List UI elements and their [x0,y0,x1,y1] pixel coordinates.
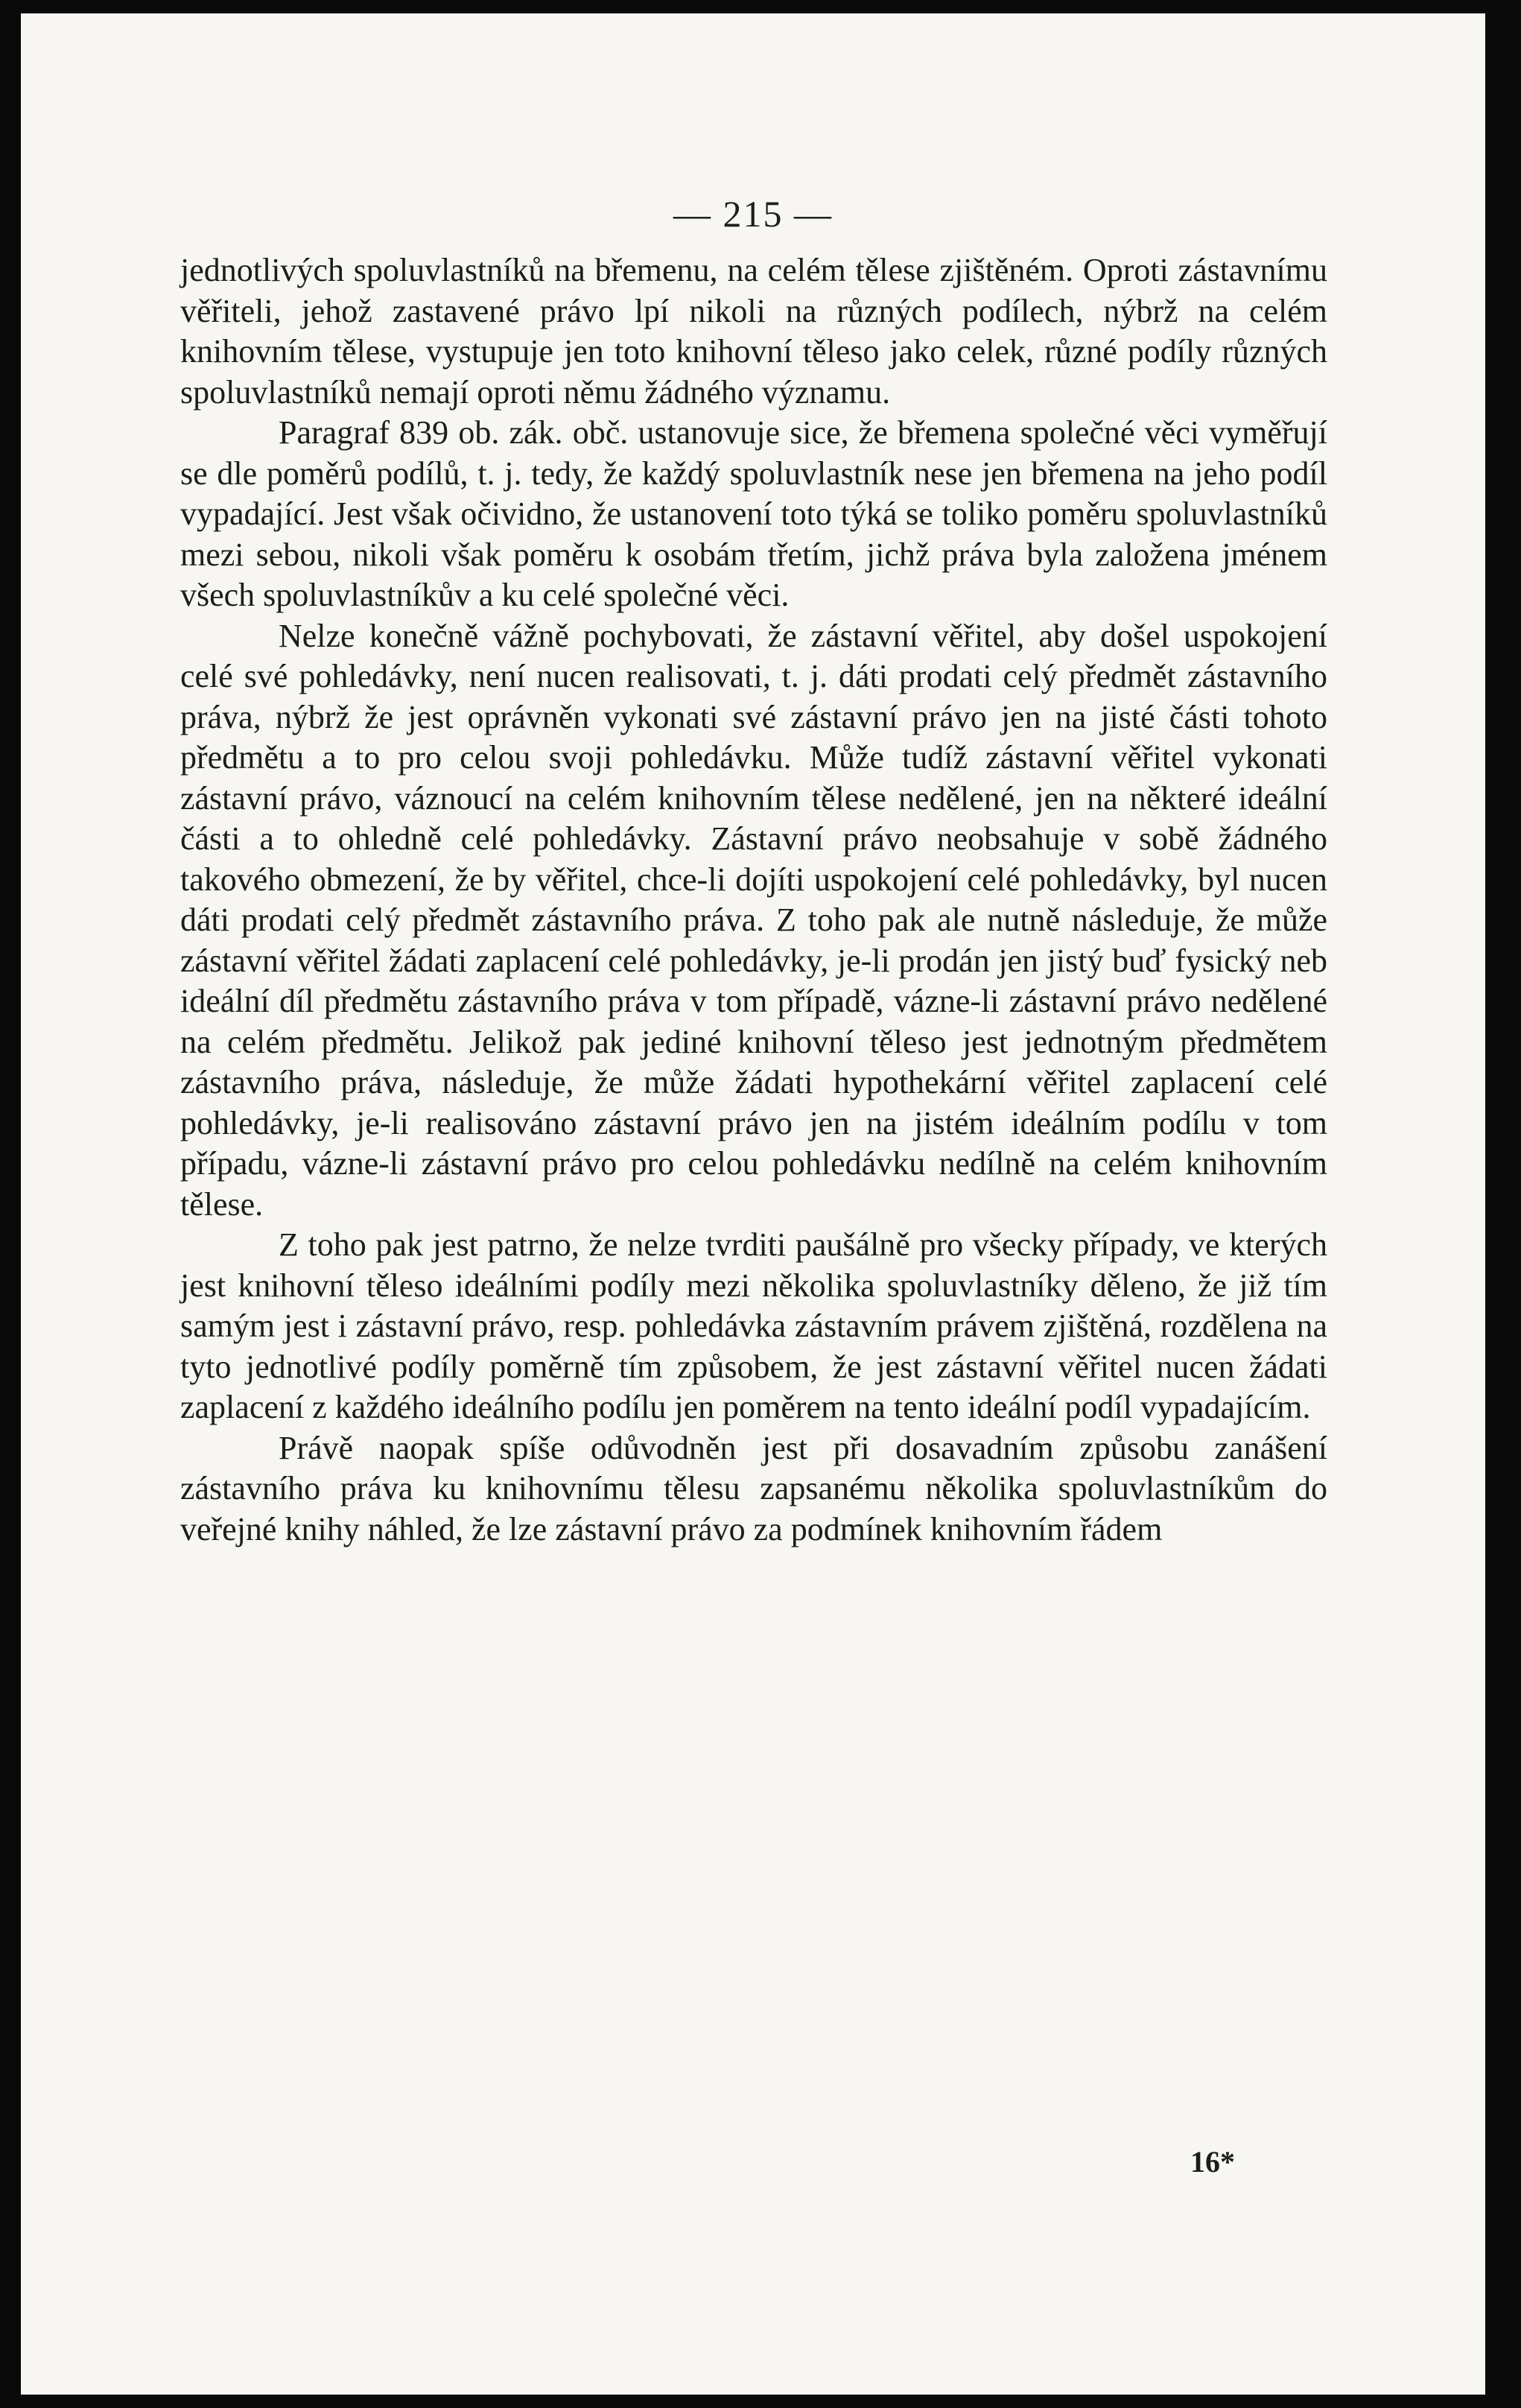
paragraph-2: Paragraf 839 ob. zák. obč. ustanovuje sice, že břemena společné věci vyměřují se dle poměrů podílů, t. j. tedy, že každý spoluvlastník nese jen břemena na jeho podíl vypadající. Jest však očividno, že ustanovení toto týká se toliko poměru spoluvlastníků mezi sebou, nikoli však poměru k osobám třetím, jichž práva byla založena jménem všech spoluvlastníkův a ku celé společné věci. [180,414,1327,613]
paragraph-1: jednotlivých spoluvlastníků na břemenu, na celém tělese zjištěném. Oproti zástavnímu věřiteli, jehož zastavené právo lpí nikoli na různých podílech, nýbrž na celém knihovním tělese, vystupuje jen toto knihovní těleso jako celek, různé podíly různých spoluvlastníků nemají oproti němu žádného významu. [180,252,1327,411]
paragraph-5: Právě naopak spíše odůvodněn jest při dosavadním způsobu zanášení zástavního práva ku knihovnímu tělesu zapsanému několika spoluvlastníkům do veřejné knihy náhled, že lze zástavní právo za podmínek knihovním řádem [180,1429,1327,1547]
book-page [21,13,1485,2395]
page-number: — 215 — [673,193,833,235]
signature-mark: 16* [1190,2145,1235,2179]
paragraph-3: Nelze konečně vážně pochybovati, že zástavní věřitel, aby došel uspokojení celé své pohledávky, není nucen realisovati, t. j. dáti prodati celý předmět zástavního práva, nýbrž že jest oprávněn vykonati své zástavní právo jen na jisté části tohoto předmětu a to pro celou svoji pohledávku. Může tudíž zástavní věřitel vykonati zástavní právo, váznoucí na celém knihovním tělese nedělené, jen na některé ideální části a to ohledně celé pohledávky. Zástavní právo neobsahuje v sobě žádného takového obmezení, že by věřitel, chce-li dojíti uspokojení celé pohledávky, byl nucen dáti prodati celý předmět zástavního práva. Z toho pak ale nutně následuje, že může zástavní věřitel žádati zaplacení celé pohledávky, je-li prodán jen jistý buď fysický neb ideální díl předmětu zástavního práva v tom případě, vázne-li zástavní právo nedělené na celém předmětu. Jelikož pak jediné knihovní těleso jest jednotným předmětem zástavního práva, následuje, že může žádati hypothekární věřitel zaplacení celé pohledávky, je-li realisováno zástavní právo jen na jistém ideálním podílu v tom případu, vázne-li zástavní právo pro celou pohledávku nedílně na celém knihovním tělese. [180,617,1327,1223]
body-text [180,250,1327,1550]
paragraph-4: Z toho pak jest patrno, že nelze tvrditi paušálně pro všecky případy, ve kterých jest knihovní těleso ideálními podíly mezi několika spoluvlastníky děleno, že již tím samým jest i zástavní právo, resp. pohledávka zástavním právem zjištěná, rozdělena na tyto jednotlivé podíly poměrně tím způsobem, že jest zástavní věřitel nucen žádati zaplacení z každého ideálního podílu jen poměrem na tento ideální podíl vypadajícím. [180,1226,1327,1425]
